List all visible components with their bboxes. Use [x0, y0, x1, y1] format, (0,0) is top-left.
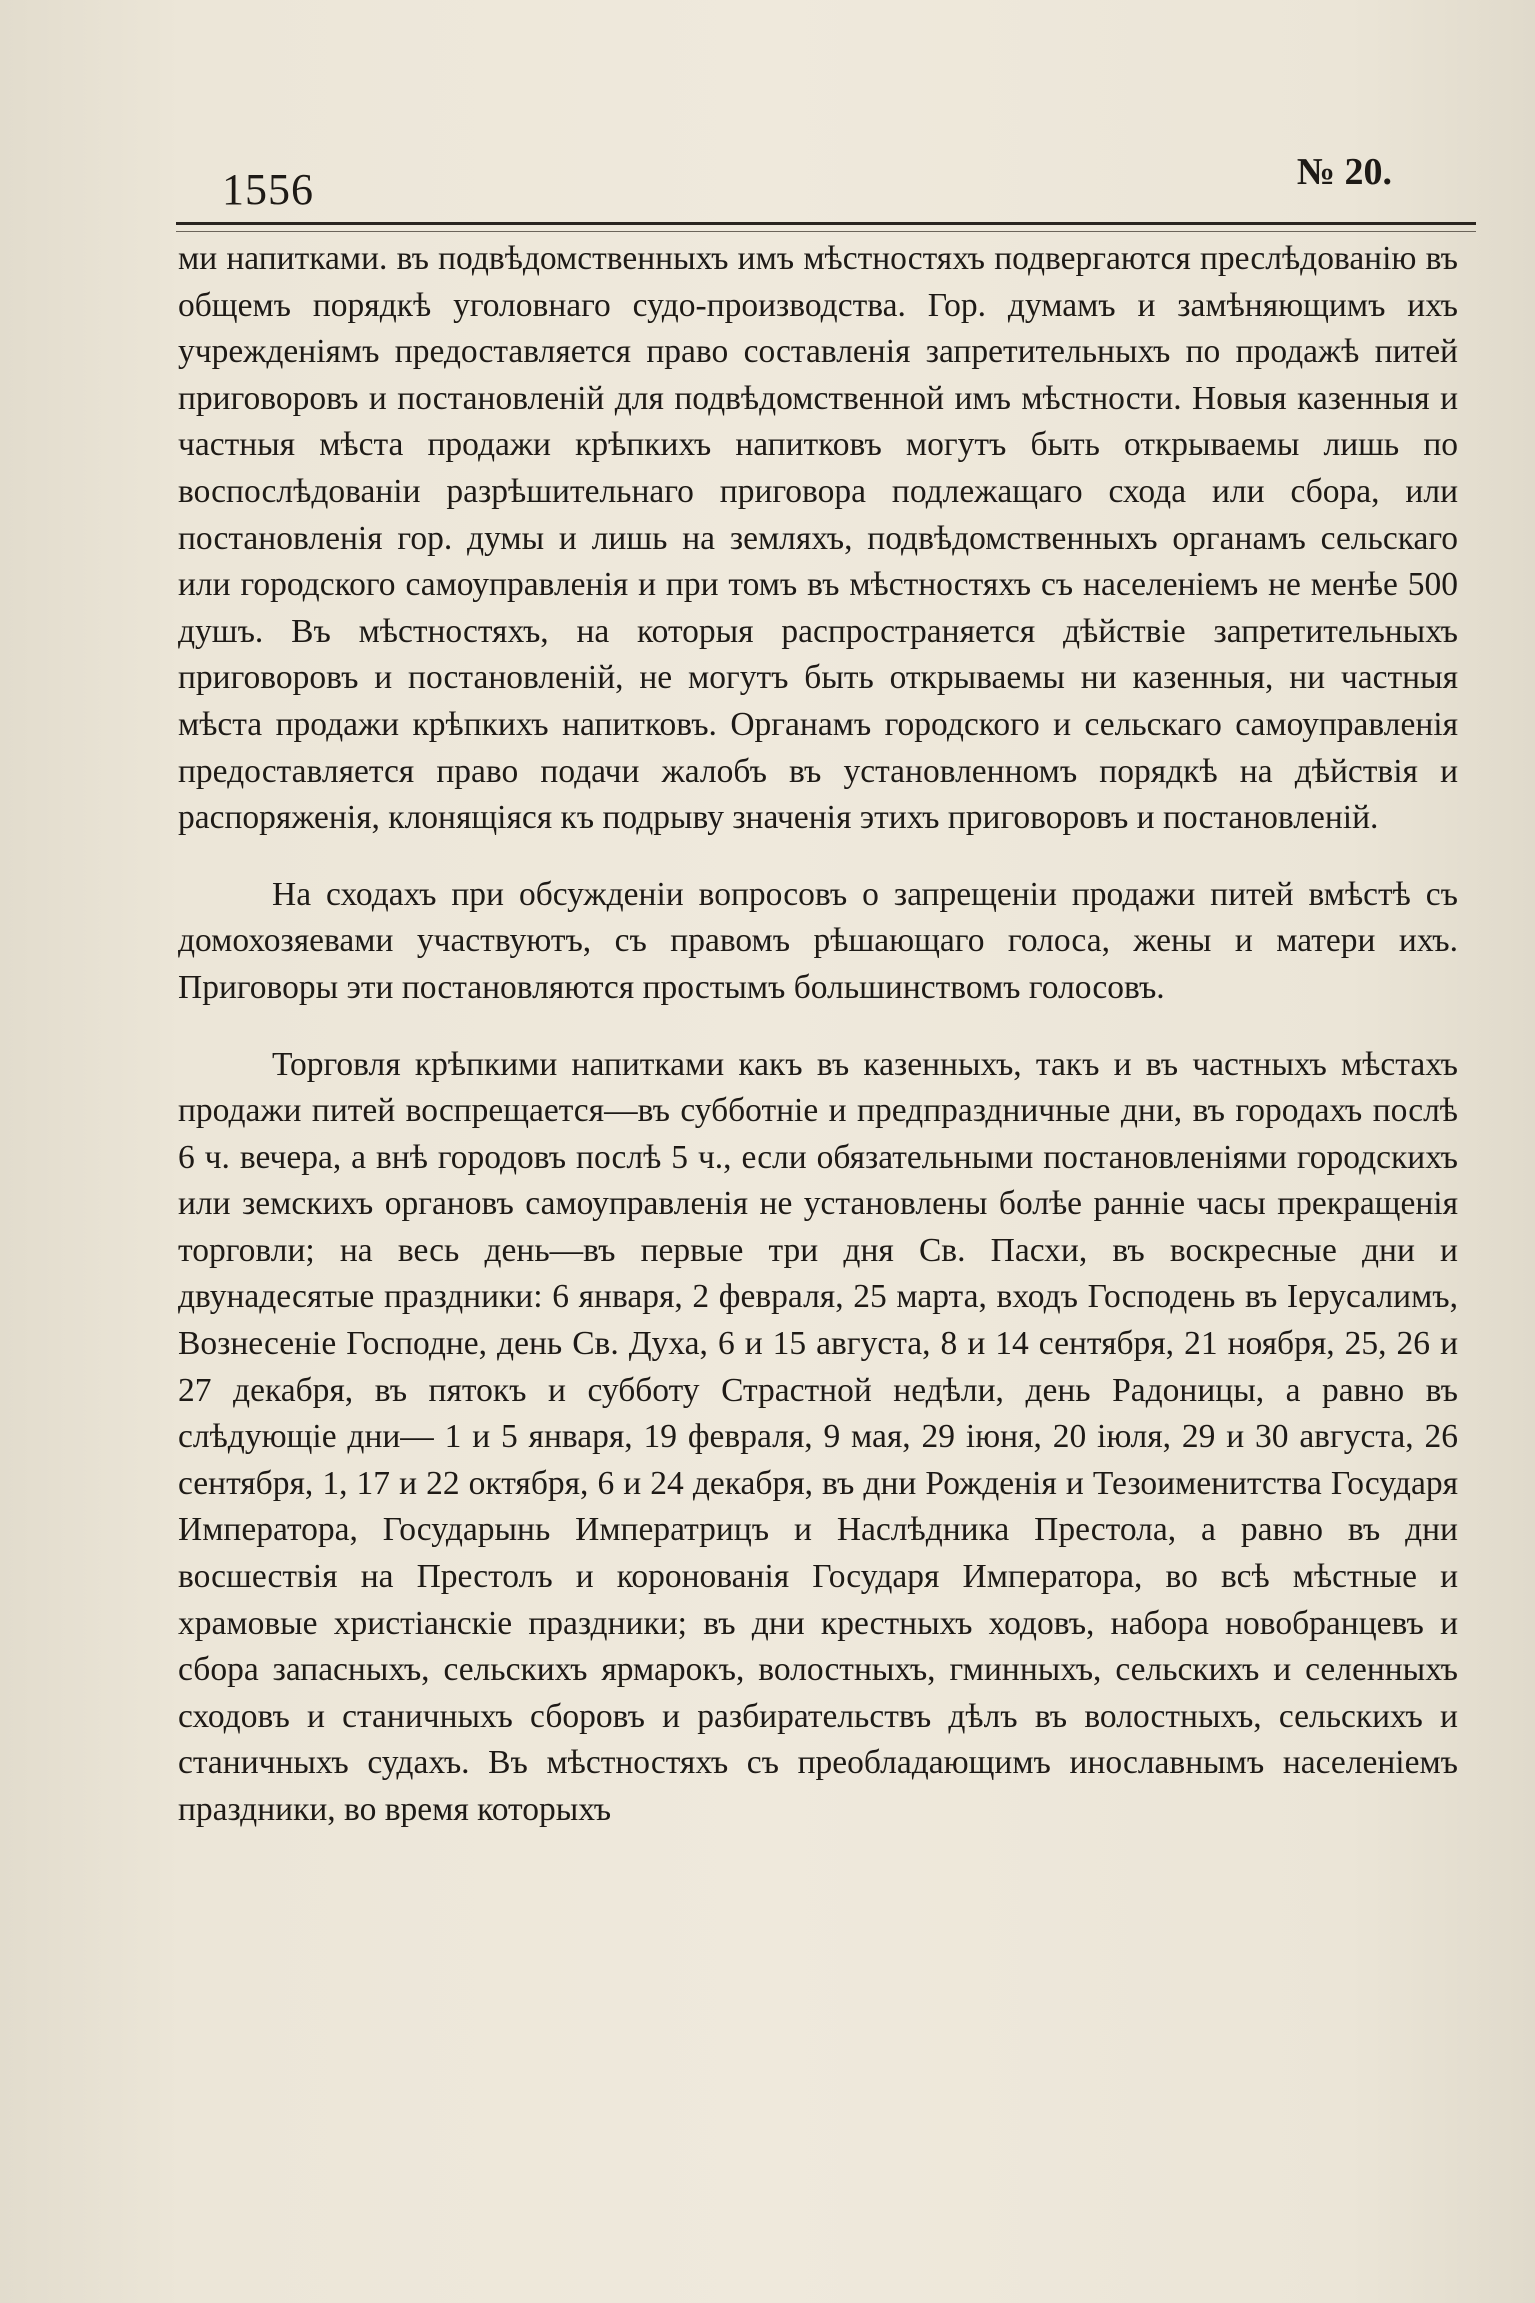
paragraph-assemblies: На сходахъ при обсужденіи вопросовъ о запрещеніи продажи питей вмѣстѣ съ домохозяевами участвуютъ, съ правомъ рѣшающаго голоса, жены и матери ихъ. Приговоры эти постановляются простымъ большинствомъ голосовъ.: [178, 875, 1458, 1006]
page-header: [176, 150, 1476, 230]
paragraph-continuation: ми напитками. въ подвѣдомственныхъ имъ мѣстностяхъ подвергаются преслѣдованію въ общемъ порядкѣ уголовнаго судо-производства. Гор. думамъ и замѣняющимъ ихъ учрежденіямъ предоставляется право составленія запретительныхъ по продажѣ питей приговоровъ и постановленій для подвѣдомственной имъ мѣстности. Новыя казенныя и частныя мѣста продажи крѣпкихъ напитковъ могутъ быть открываемы лишь по воспослѣдованіи разрѣшительнаго приговора подлежащаго схода или сбора, или постановленія гор. думы и лишь на земляхъ, подвѣдомственныхъ органамъ сельскаго или городского самоуправленія и при томъ въ мѣстностяхъ съ населеніемъ не менѣе 500 душъ. Въ мѣстностяхъ, на которыя распространяется дѣйствіе запретительныхъ приговоровъ и постановленій, не могутъ быть открываемы ни казенныя, ни частныя мѣста продажи крѣпкихъ напитковъ. Органамъ городского и сельскаго самоуправленія предоставляется право подачи жалобъ въ установленномъ порядкѣ на дѣйствія и распоряженія, клонящіяся къ подрыву значенія этихъ приговоровъ и постановленій.: [178, 240, 1458, 837]
paragraph-trade-restrictions: Торговля крѣпкими напитками какъ въ казенныхъ, такъ и въ частныхъ мѣстахъ продажи питей воспрещается—въ субботніе и предпраздничные дни, въ городахъ послѣ 6 ч. вечера, а внѣ городовъ послѣ 5 ч., если обязательными постановленіями городскихъ или земскихъ органовъ самоуправленія не установлены болѣе ранніе часы прекращенія торговли; на весь день—въ первые три дня Св. Пасхи, въ воскресные дни и двунадесятые праздники: 6 января, 2 февраля, 25 марта, входъ Господень въ Іерусалимъ, Вознесеніе Господне, день Св. Духа, 6 и 15 августа, 8 и 14 сентября, 21 ноября, 25, 26 и 27 декабря, въ пятокъ и субботу Страстной недѣли, день Радоницы, а равно въ слѣдующіе дни— 1 и 5 января, 19 февраля, 9 мая, 29 іюня, 20 іюля, 29 и 30 августа, 26 сентября, 1, 17 и 22 октября, 6 и 24 декабря, въ дни Рожденія и Тезоименитства Государя Императора, Государынь Императрицъ и Наслѣдника Престола, а равно въ дни восшествія на Престолъ и коронованія Государя Императора, во всѣ мѣстные и храмовые христіанскіе праздники; въ дни крестныхъ ходовъ, набора новобранцевъ и сбора запасныхъ, сельскихъ ярмарокъ, волостныхъ, гминныхъ, сельскихъ и селенныхъ сходовъ и станичныхъ сборовъ и разбирательствъ дѣлъ въ волостныхъ, сельскихъ и станичныхъ судахъ. Въ мѣстностяхъ съ преобладающимъ инославнымъ населеніемъ праздники, во время которыхъ: [178, 1045, 1458, 1828]
issue-number: № 20.: [1296, 151, 1392, 193]
page-number: 1556: [222, 165, 314, 214]
header-rule: [176, 222, 1476, 232]
body-text: [178, 236, 1458, 1834]
